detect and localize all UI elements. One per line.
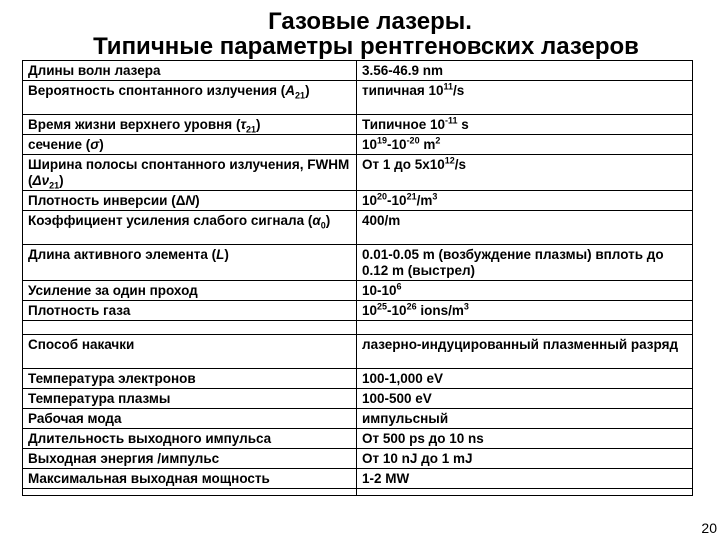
param-value: 0.01-0.05 m (возбуждение плазмы) вплоть до 0.12 m (выстрел) [357, 245, 693, 281]
blank-row [23, 321, 693, 335]
param-label: Выходная энергия /импульс [23, 449, 357, 469]
table-row [23, 115, 693, 135]
table-row [23, 301, 693, 321]
param-value: $10^{19}-10^{-20}$ $m^2$ [357, 135, 693, 155]
param-label: Температура плазмы [23, 389, 357, 409]
slide-title: Газовые лазеры. [268, 8, 472, 35]
slide-subtitle: Типичные параметры рентгеновских лазеров [93, 33, 639, 60]
table-row [23, 191, 693, 211]
param-value: От 500 ps до 10 ns [357, 429, 693, 449]
param-label: Температура электронов [23, 369, 357, 389]
param-value: $10^{20}-10^{21}/m^3$ [357, 191, 693, 211]
param-label: Способ накачки [23, 335, 357, 369]
page-number: 20 [701, 520, 717, 536]
param-label: Плотность газа [23, 301, 357, 321]
param-value: 100-500 eV [357, 389, 693, 409]
param-label: Вероятность спонтанного излучения $(A_{21})$ [23, 81, 357, 115]
param-label: Длины волн лазера [23, 61, 357, 81]
table-row [23, 245, 693, 281]
param-value: 100-1,000 eV [357, 369, 693, 389]
table-row [23, 61, 693, 81]
param-label: Максимальная выходная мощность [23, 469, 357, 489]
param-value: типичная $10^{11}/s$ [357, 81, 693, 115]
param-label: Длина активного элемента (L) [23, 245, 357, 281]
table-row [23, 469, 693, 489]
param-label: сечение (σ) [23, 135, 357, 155]
param-value: 1-2 MW [357, 469, 693, 489]
table-row [23, 81, 693, 115]
param-value: лазерно-индуцированный плазменный разряд [357, 335, 693, 369]
cut-off-row [23, 489, 693, 496]
table-row [23, 281, 693, 301]
table-row [23, 369, 693, 389]
param-value: 400/m [357, 211, 693, 245]
table-row [23, 409, 693, 429]
param-label: Ширина полосы спонтанного излучения, FWHM $(\Delta\nu_{21})$ [23, 155, 357, 191]
param-value: импульсный [357, 409, 693, 429]
param-label: Коэффициент усиления слабого сигнала $(\alpha_0)$ [23, 211, 357, 245]
param-value: Типичное $10^{-11}$ s [357, 115, 693, 135]
param-value: От 10 nJ до 1 mJ [357, 449, 693, 469]
param-value: $10^{25}-10^{26}$ ions/$m^3$ [357, 301, 693, 321]
param-label: Усиление за один проход [23, 281, 357, 301]
table-row [23, 135, 693, 155]
param-label: Длительность выходного импульса [23, 429, 357, 449]
param-value: От 1 до $5x10^{12}/s$ [357, 155, 693, 191]
param-label: Время жизни верхнего уровня $(\tau_{21})$ [23, 115, 357, 135]
table-row [23, 449, 693, 469]
table-row [23, 389, 693, 409]
param-label: Плотность инверсии (ΔN) [23, 191, 357, 211]
table-row [23, 429, 693, 449]
parameters-table [22, 60, 693, 496]
param-value: 3.56-46.9 nm [357, 61, 693, 81]
table-row [23, 211, 693, 245]
param-value: $10-10^6$ [357, 281, 693, 301]
table-row [23, 155, 693, 191]
table-row [23, 335, 693, 369]
param-label: Рабочая мода [23, 409, 357, 429]
